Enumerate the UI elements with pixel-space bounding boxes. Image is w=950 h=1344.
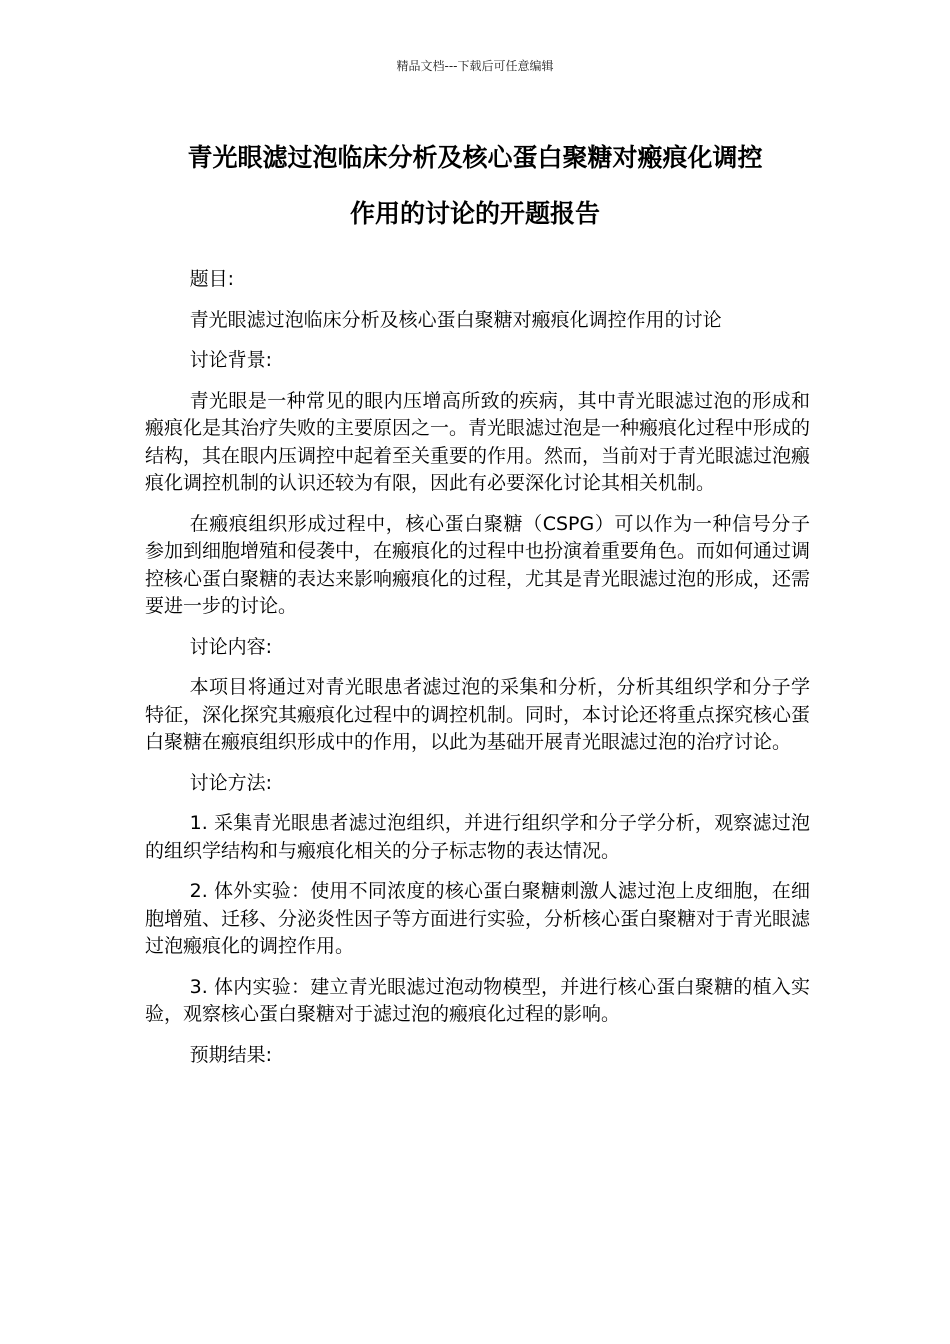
content-paragraph: 本项目将通过对青光眼患者滤过泡的采集和分析，分析其组织学和分子学特征，深化探究其瘢痕化过程中的调控机制。同时，本讨论还将重点探究核心蛋白聚糖在瘢痕组织形成中的作用，以此为基础开展青光眼滤过泡的治疗讨论。 [145, 676, 811, 753]
label-background: 讨论背景: [189, 349, 273, 371]
label-methods: 讨论方法: [189, 771, 273, 794]
header-note: 精品文档---下载后可任意编辑 [396, 59, 554, 73]
document-body [145, 266, 810, 1082]
background-paragraph-2: 在瘢痕组织形成过程中，核心蛋白聚糖（CSPG）可以作为一种信号分子参加到细胞增殖和侵袭中，在瘢痕化的过程中也扮演着重要角色。而如何通过调控核心蛋白聚糖的表达来影响瘢痕化的过程，尤其是青光眼滤过泡的形成，还需要进一步的讨论。 [145, 512, 811, 617]
background-paragraph-1: 青光眼是一种常见的眼内压增高所致的疾病，其中青光眼滤过泡的形成和瘢痕化是其治疗失败的主要原因之一。青光眼滤过泡是一种瘢痕化过程中形成的结构，其在眼内压调控中起着至关重要的作用。然而，当前对于青光眼滤过泡瘢痕化调控机制的认识还较为有限，因此有必要深化讨论其相关机制。 [145, 389, 811, 494]
topic-text: 青光眼滤过泡临床分析及核心蛋白聚糖对瘢痕化调控作用的讨论 [189, 308, 722, 331]
document-title [120, 130, 830, 242]
method-item-3: 3. 体内实验：建立青光眼滤过泡动物模型，并进行核心蛋白聚糖的植入实验，观察核心蛋白聚糖对于滤过泡的瘢痕化过程的影响。 [145, 975, 810, 1025]
label-content: 讨论内容: [189, 635, 273, 658]
title-line-2: 作用的讨论的开题报告 [349, 199, 600, 228]
label-expected-results: 预期结果: [189, 1043, 273, 1066]
method-item-1: 1. 采集青光眼患者滤过泡组织，并进行组织学和分子学分析，观察滤过泡的组织学结构和与瘢痕化相关的分子标志物的表达情况。 [145, 812, 810, 862]
method-item-2: 2. 体外实验：使用不同浓度的核心蛋白聚糖刺激人滤过泡上皮细胞，在细胞增殖、迁移、分泌炎性因子等方面进行实验，分析核心蛋白聚糖对于青光眼滤过泡瘢痕化的调控作用。 [145, 880, 811, 957]
title-line-1: 青光眼滤过泡临床分析及核心蛋白聚糖对瘢痕化调控 [187, 143, 763, 172]
label-topic: 题目: [189, 268, 235, 290]
